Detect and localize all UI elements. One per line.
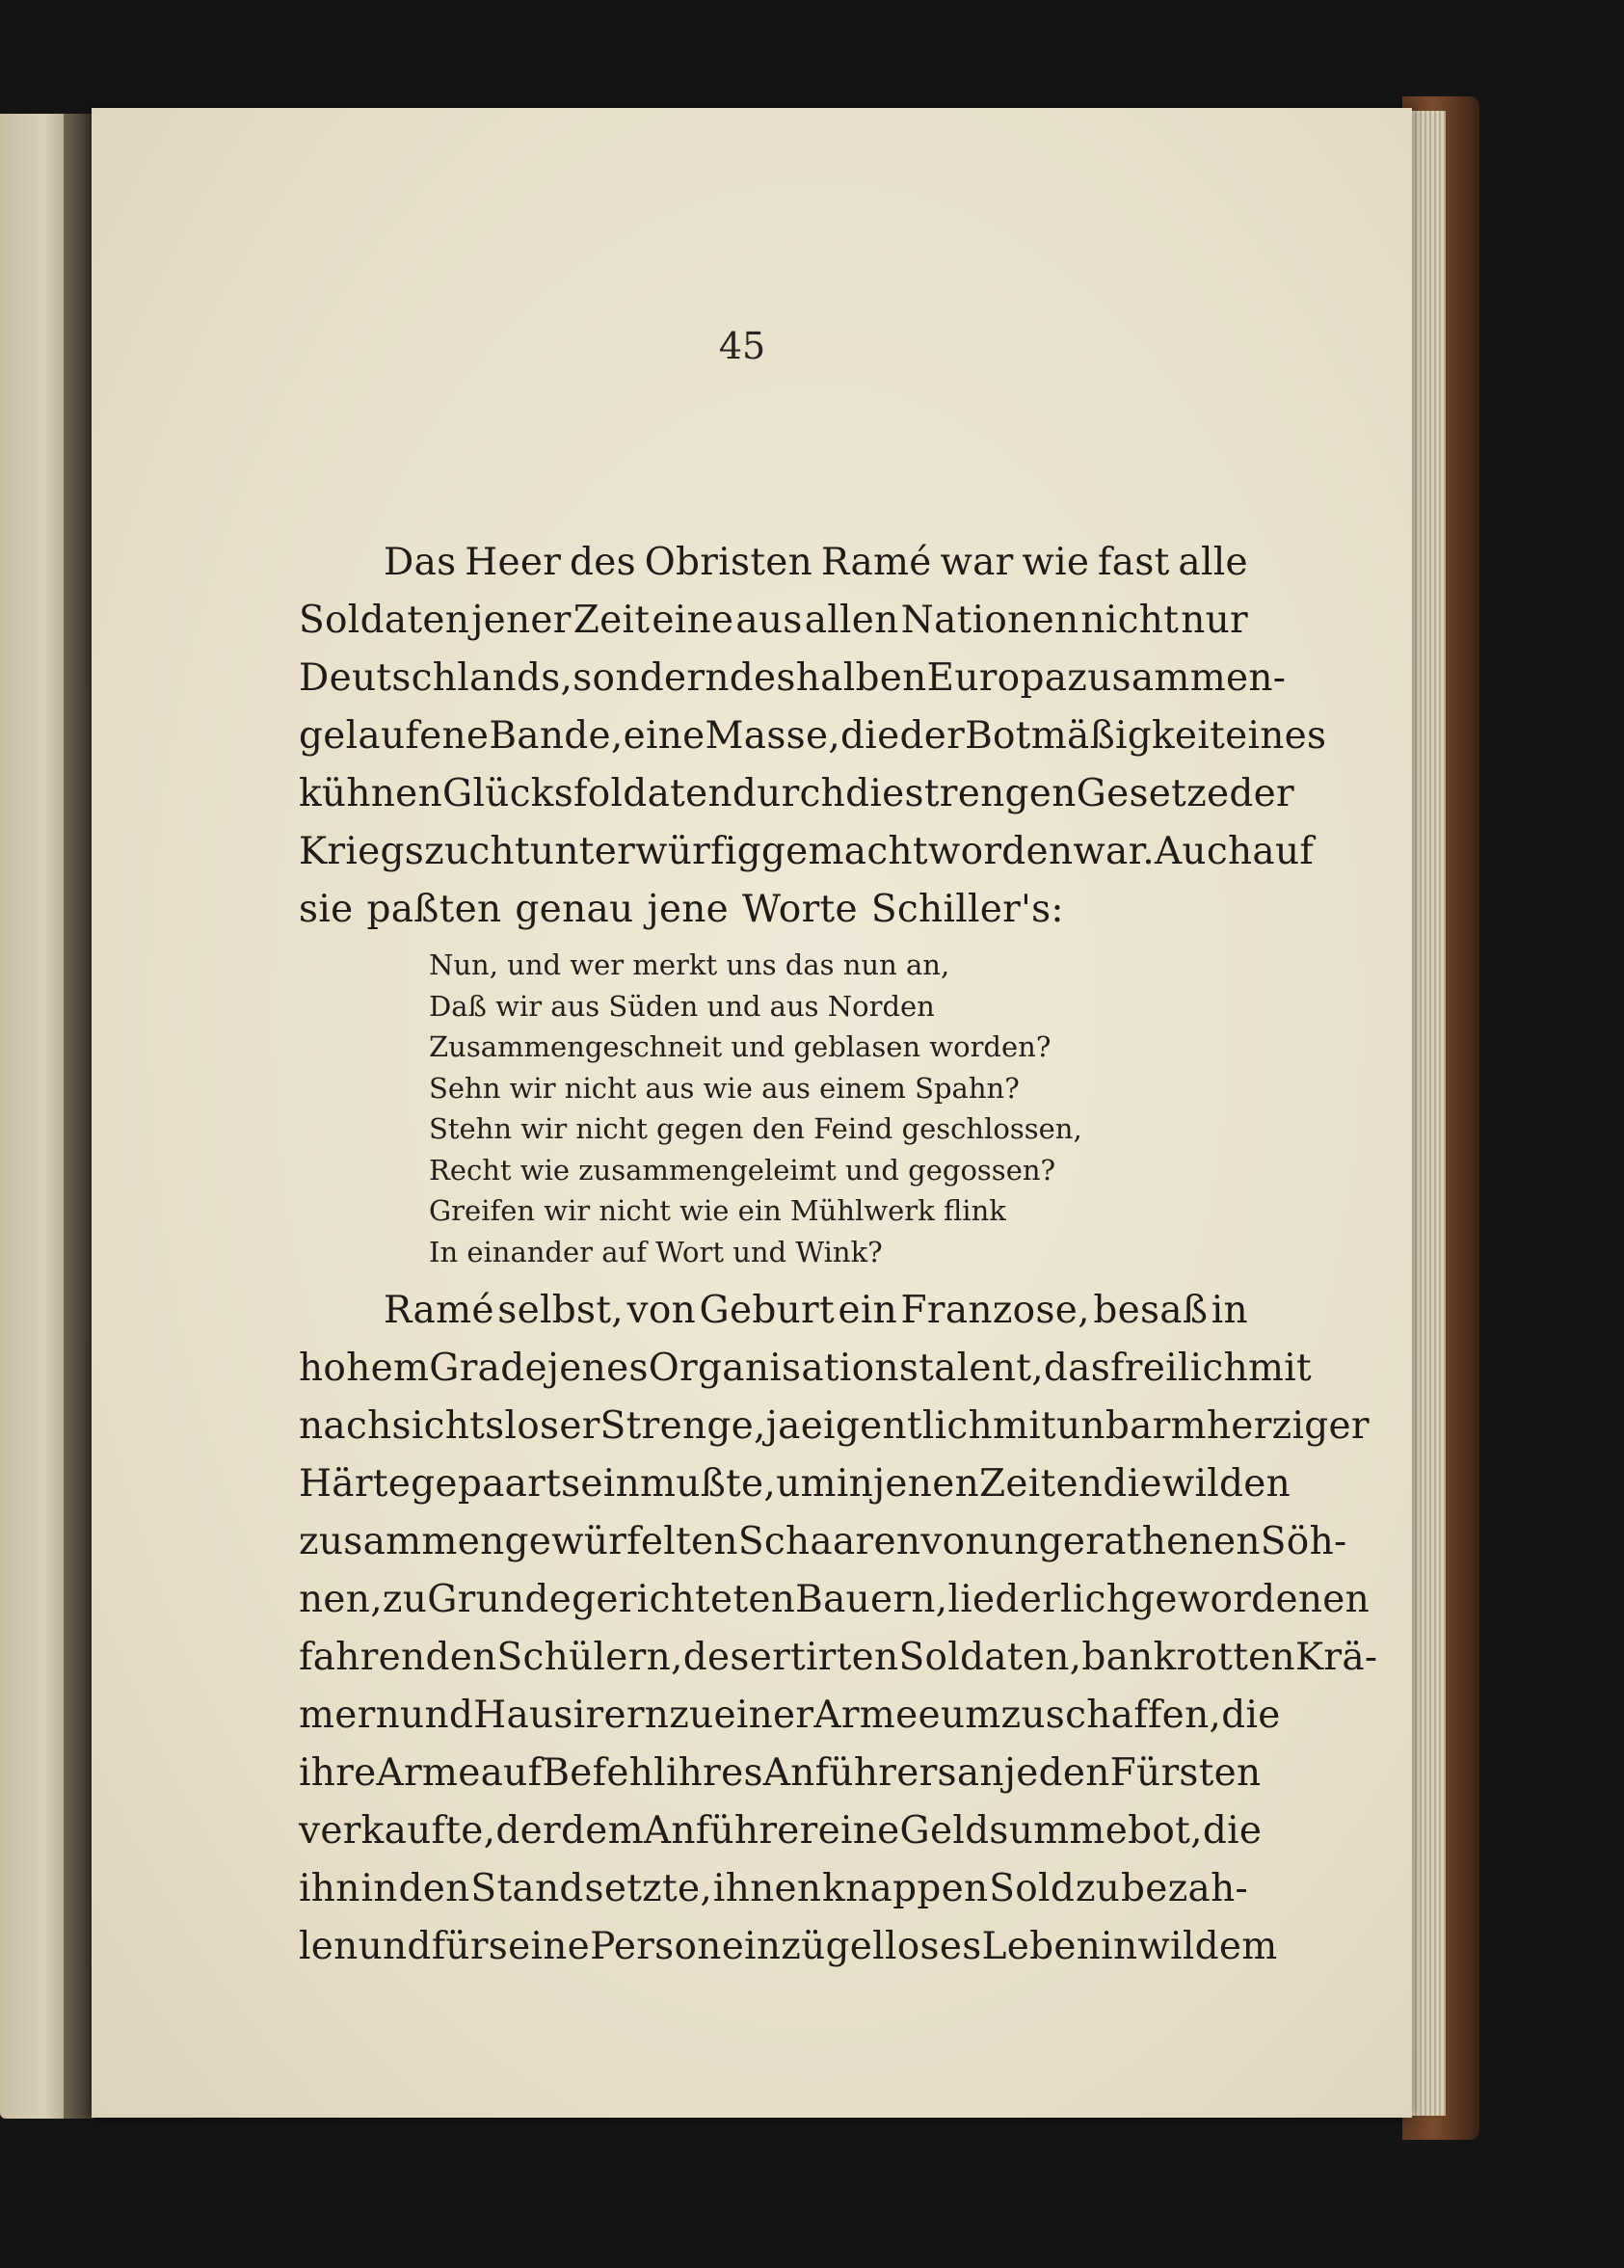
- page-number: 45: [718, 325, 766, 367]
- word: nachsichtsloser: [299, 1404, 600, 1448]
- text-line: [299, 1918, 1278, 1976]
- word: das: [1043, 1347, 1111, 1390]
- word: zusammengewürfelten: [299, 1520, 738, 1563]
- verse-line: Nun, und wer merkt uns das nun an,: [429, 948, 950, 981]
- word: zu: [382, 1578, 428, 1621]
- word: gepaart: [411, 1462, 562, 1506]
- word: wilden: [1161, 1462, 1291, 1506]
- word: Zeiten: [979, 1462, 1104, 1506]
- word: jener: [471, 599, 572, 642]
- word: Person: [590, 1925, 722, 1968]
- word: die: [840, 714, 900, 758]
- word: Das: [384, 541, 457, 584]
- word: ein: [838, 1289, 898, 1332]
- text-line: [299, 1398, 1370, 1455]
- word: Geldsumme: [899, 1809, 1129, 1853]
- text-line: [299, 1455, 1291, 1513]
- word: Anführers: [762, 1751, 957, 1795]
- word: Nationen: [900, 599, 1079, 642]
- word: bankrotten: [1081, 1636, 1295, 1679]
- word: dem: [560, 1809, 644, 1853]
- text-line: [299, 1745, 1262, 1802]
- paragraph-2: [299, 1282, 1378, 1976]
- word: selbst,: [497, 1289, 624, 1332]
- word: Masse,: [705, 714, 841, 758]
- word: paßten: [366, 888, 502, 931]
- word: wildem: [1137, 1925, 1278, 1968]
- book-gutter: [64, 114, 94, 2119]
- word: ihn: [299, 1867, 360, 1910]
- word: len: [299, 1925, 359, 1968]
- word: knappen: [822, 1867, 989, 1910]
- text-line: [299, 707, 1327, 765]
- verse-line: Sehn wir nicht aus wie aus einem Spahn?: [429, 1071, 1020, 1105]
- text-line: [299, 1513, 1347, 1571]
- word: Bauern,: [795, 1578, 948, 1621]
- word: Arme: [376, 1751, 481, 1795]
- word: ihres: [665, 1751, 763, 1795]
- word: Krä-: [1294, 1636, 1378, 1679]
- word: strengen: [904, 772, 1077, 815]
- word: Härte: [299, 1462, 412, 1506]
- word: jeden: [1003, 1751, 1110, 1795]
- word: mern: [299, 1694, 401, 1737]
- word: Bande,: [489, 714, 624, 758]
- word: jenes: [546, 1347, 649, 1390]
- text-line: [299, 1629, 1378, 1687]
- word: Ramé: [820, 541, 932, 584]
- word: gemacht: [760, 830, 928, 873]
- word: eine: [623, 714, 706, 758]
- word: unterwürfig: [529, 830, 761, 873]
- word: wie: [1022, 541, 1090, 584]
- word: der: [899, 714, 966, 758]
- word: und: [400, 1694, 474, 1737]
- word: in: [1101, 1925, 1138, 1968]
- word: Sold: [989, 1867, 1076, 1910]
- word: die: [845, 772, 905, 815]
- text-line: [299, 1340, 1313, 1398]
- word: Gesetze: [1076, 772, 1230, 815]
- word: Leben: [981, 1925, 1102, 1968]
- text-line: [299, 650, 1287, 707]
- word: ihre: [299, 1751, 377, 1795]
- word: in: [836, 1462, 874, 1506]
- word: durch: [732, 772, 846, 815]
- word: halben: [795, 656, 927, 700]
- word: kühnen: [299, 772, 442, 815]
- text-line: [299, 1282, 1248, 1340]
- text-line: [299, 534, 1248, 592]
- word: in: [360, 1867, 398, 1910]
- word: zu: [1075, 1867, 1121, 1910]
- word: um: [776, 1462, 837, 1506]
- word: Geburt: [699, 1289, 835, 1332]
- word: ja: [765, 1404, 801, 1448]
- text-line: [299, 1687, 1281, 1745]
- word: Stand: [470, 1867, 584, 1910]
- word: war: [940, 541, 1014, 584]
- word: Fürsten: [1109, 1751, 1262, 1795]
- verse-line: Recht wie zusammengeleimt und gegossen?: [429, 1153, 1056, 1187]
- word: Schaaren: [737, 1520, 921, 1563]
- word: alle: [1178, 541, 1248, 584]
- word: Soldaten,: [898, 1636, 1082, 1679]
- word: gerichteten: [572, 1578, 796, 1621]
- word: Organisationstalent,: [648, 1347, 1044, 1390]
- text-line: [299, 1802, 1263, 1860]
- word: jenen: [873, 1462, 980, 1506]
- word: umzuschaffen,: [940, 1694, 1222, 1737]
- word: liederlich: [947, 1578, 1131, 1621]
- word: unbarmherziger: [1056, 1404, 1370, 1448]
- word: Auch: [1154, 830, 1253, 873]
- word: in: [1211, 1289, 1248, 1332]
- word: die: [1221, 1694, 1281, 1737]
- word: Glücksfoldaten: [441, 772, 732, 815]
- word: Worte: [742, 888, 858, 931]
- word: Söh-: [1260, 1520, 1347, 1563]
- word: mit: [1247, 1347, 1313, 1390]
- word: nur: [1181, 599, 1248, 642]
- paragraph-1: [299, 534, 1327, 939]
- word: nen,: [299, 1578, 383, 1621]
- word: an: [956, 1751, 1004, 1795]
- verse-line: Stehn wir nicht gegen den Feind geschlossen,: [429, 1112, 1082, 1145]
- word: nicht: [1080, 599, 1180, 642]
- verse-line: Greifen wir nicht wie ein Mühlwerk flink: [429, 1194, 1006, 1227]
- word: mit: [992, 1404, 1057, 1448]
- word: fast: [1098, 541, 1170, 584]
- word: Obristen: [644, 541, 813, 584]
- word: ungerathenen: [989, 1520, 1261, 1563]
- word: einer: [713, 1694, 814, 1737]
- word: für: [431, 1925, 489, 1968]
- word: aus: [735, 599, 803, 642]
- word: bot,: [1128, 1809, 1203, 1853]
- word: zusammen-: [1067, 656, 1287, 700]
- word: allen: [804, 599, 899, 642]
- word: von: [626, 1289, 697, 1332]
- word: Europa: [926, 656, 1068, 700]
- word: auf: [480, 1751, 543, 1795]
- word: Franzose,: [900, 1289, 1090, 1332]
- word: eigentlich: [800, 1404, 993, 1448]
- word: eines: [1225, 714, 1327, 758]
- word: Schülern,: [496, 1636, 683, 1679]
- verse-quote: [299, 945, 1248, 1272]
- text-line: [299, 1571, 1371, 1629]
- word: Ramé: [384, 1289, 494, 1332]
- word: bezah-: [1121, 1867, 1248, 1910]
- word: jene: [647, 888, 730, 931]
- word: worden: [927, 830, 1074, 873]
- word: freilich: [1110, 1347, 1248, 1390]
- word: sie: [299, 888, 354, 931]
- word: des: [729, 656, 796, 700]
- text-line: [299, 765, 1294, 823]
- verse-line: Daß wir aus Süden und aus Norden: [429, 989, 935, 1023]
- word: zügelloses: [781, 1925, 982, 1968]
- word: fahrenden: [299, 1636, 497, 1679]
- word: desertirten: [682, 1636, 899, 1679]
- word: die: [1103, 1462, 1162, 1506]
- word: Strenge,: [599, 1404, 766, 1448]
- word: des: [570, 541, 636, 584]
- word: sondern: [572, 656, 730, 700]
- text-line: [299, 881, 1248, 939]
- word: gewordenen: [1131, 1578, 1371, 1621]
- page-text: [299, 534, 1378, 1976]
- word: genau: [515, 888, 634, 931]
- word: Anführer: [643, 1809, 818, 1853]
- word: setzte,: [584, 1867, 713, 1910]
- word: seine: [488, 1925, 591, 1968]
- word: auf: [1252, 830, 1315, 873]
- word: Heer: [465, 541, 562, 584]
- word: eine: [652, 599, 734, 642]
- word: Botmäßigkeit: [965, 714, 1226, 758]
- word: die: [1202, 1809, 1263, 1853]
- word: von: [920, 1520, 990, 1563]
- word: der: [495, 1809, 561, 1853]
- word: zu: [669, 1694, 714, 1737]
- word: Hausirern: [473, 1694, 670, 1737]
- word: Kriegszucht: [299, 830, 530, 873]
- word: den: [398, 1867, 470, 1910]
- word: mußte,: [640, 1462, 777, 1506]
- word: Befehl: [542, 1751, 666, 1795]
- word: sein: [561, 1462, 640, 1506]
- word: eine: [817, 1809, 900, 1853]
- verse-line: In einander auf Wort und Wink?: [429, 1235, 883, 1268]
- word: Deutschlands,: [299, 656, 573, 700]
- text-line: [299, 823, 1315, 881]
- word: war.: [1073, 830, 1155, 873]
- verse-line: Zusammengeschneit und geblasen worden?: [429, 1030, 1052, 1063]
- word: gelaufene: [299, 714, 490, 758]
- word: der: [1229, 772, 1294, 815]
- word: Grade: [429, 1347, 547, 1390]
- word: Grunde: [427, 1578, 572, 1621]
- word: Soldaten: [299, 599, 470, 642]
- text-line: [299, 1860, 1248, 1918]
- word: verkaufte,: [299, 1809, 496, 1853]
- word: Armee: [813, 1694, 941, 1737]
- book-page: [92, 108, 1412, 2118]
- word: hohem: [299, 1347, 430, 1390]
- text-line: [299, 592, 1248, 650]
- word: Schiller's:: [870, 888, 1064, 931]
- word: und: [358, 1925, 432, 1968]
- word: Zeit: [572, 599, 651, 642]
- word: ihnen: [712, 1867, 822, 1910]
- word: besaß: [1093, 1289, 1209, 1332]
- word: ein: [721, 1925, 782, 1968]
